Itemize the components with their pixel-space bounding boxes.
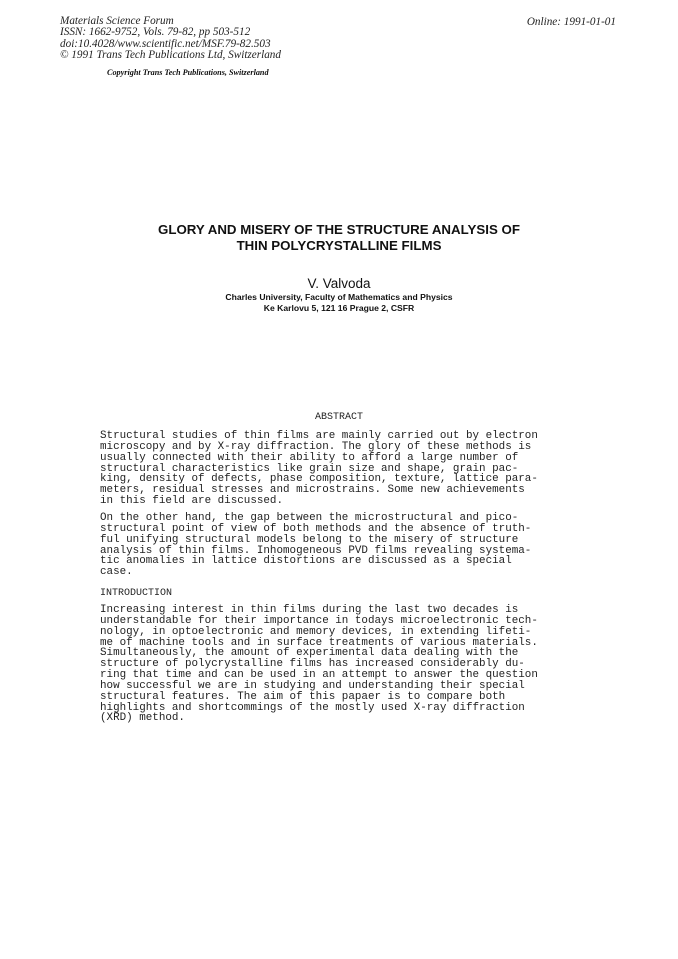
citation-header: [60, 16, 281, 61]
issn-line: ISSN: 1662-9752, Vols. 79-82, pp 503-512: [60, 26, 251, 39]
title-line: THIN POLYCRYSTALLINE FILMS: [236, 237, 442, 253]
doi-line: doi:10.4028/www.scientific.net/MSF.79-82.503: [60, 37, 271, 50]
affiliation-line: Charles University, Faculty of Mathematics and Physics: [225, 292, 453, 302]
affiliation: [0, 292, 678, 313]
publisher-line: © 1991 Trans Tech Publications Ltd, Switzerland: [60, 48, 281, 61]
journal-name: Materials Science Forum: [60, 15, 174, 27]
introduction-heading: INTRODUCTION: [100, 588, 173, 599]
copyright-notice: Copyright Trans Tech Publications, Switzerland: [107, 68, 269, 77]
author: V. Valvoda: [307, 276, 371, 291]
online-date: Online: 1991-01-01: [526, 16, 616, 28]
title-line: GLORY AND MISERY OF THE STRUCTURE ANALYSIS OF: [157, 222, 520, 237]
affiliation-line: Ke Karlovu 5, 121 16 Prague 2, CSFR: [263, 302, 415, 313]
paper-title: [0, 222, 678, 253]
abstract-paragraph: On the other hand, the gap between the microstructural and pico- structural point of view of both methods and the absence of truth- ful unifying structural models belong to the misery of structure analysis of thin films. Inhomogeneous PVD films revealing systema- tic anomalies in lattice distortions are discussed as a special case.: [100, 512, 532, 579]
abstract-paragraph: Structural studies of thin films are mainly carried out by electron microscopy and by X-ray diffraction. The glory of these methods is usually connected with their ability to afford a large number of structural characteristics like grain size and shape, grain pac- king, density of defects, phase composition, texture, lattice para- meters, residual stresses and microstrains. Some new achievements in this field are discussed.: [100, 430, 538, 508]
abstract-heading: ABSTRACT: [314, 412, 363, 423]
introduction-paragraph: Increasing interest in thin films during the last two decades is understandable for their importance in todays microelectronic tech- nology, in optoelectronic and memory devices, in extending lifeti- me of machine tools and in surface treatments of various materials. Simultaneously, the amount of experimental data dealing with the structure of polycrystalline films has increased considerably du- ring that time and can be used in an attempt to answer the question how successful we are in studying and understanding their special structural features. The aim of this papaer is to compare both highlights and shortcommings of the mostly used X-ray diffraction (XRD) method.: [100, 604, 538, 725]
